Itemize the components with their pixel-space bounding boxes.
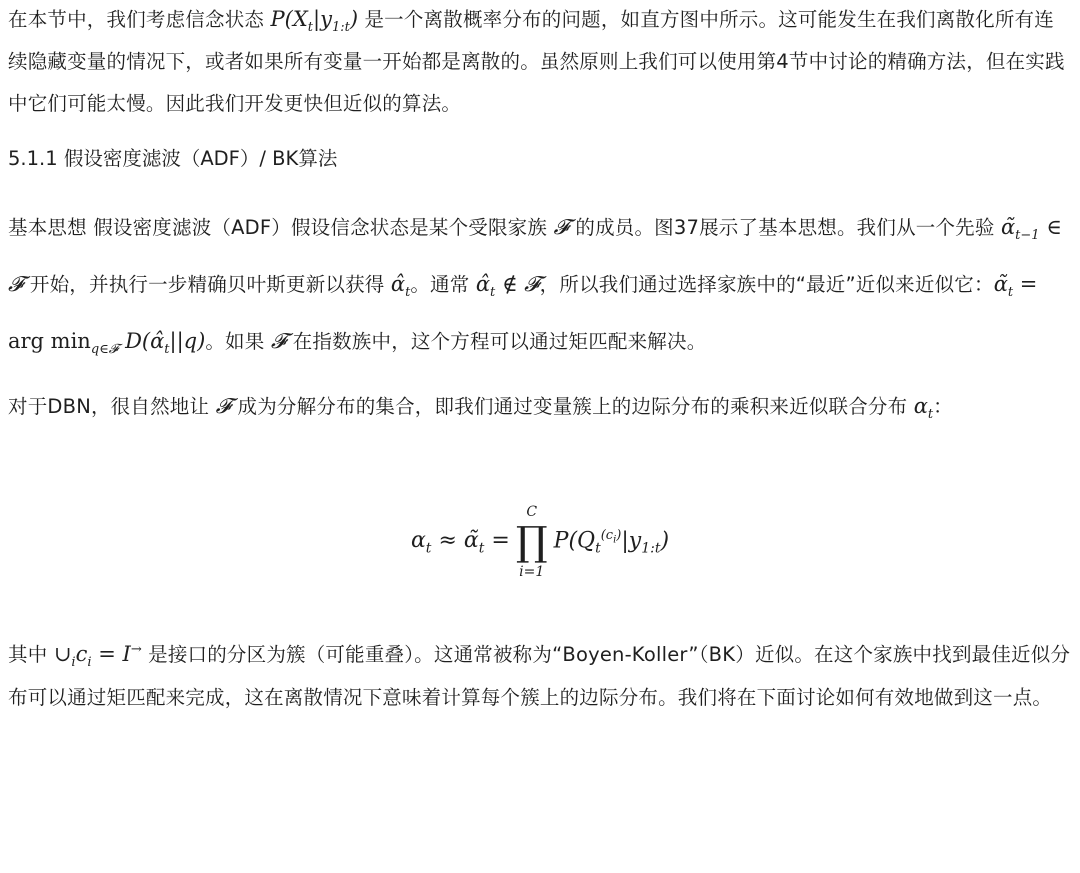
math-family-f-3: 𝓕	[215, 394, 232, 418]
dbn-text-1: 对于DBN，很自然地让	[8, 395, 216, 418]
math-family-f-2: 𝓕	[270, 329, 287, 353]
adf-text-2: 的成员。图37展示了基本思想。我们从一个先验	[568, 216, 1001, 239]
adf-text-5: ，所以我们通过选择家族中的“最近”近似来近似它：	[539, 273, 994, 296]
section-heading: 5.1.1 假设密度滤波（ADF）/ BK算法	[8, 147, 338, 170]
intro-text-b: 是一个离散概率分布的问题，如直方图中所示。这可能发生在我们离散化所有连续隐藏变量的情况下，或者如果所有变量一开始都是离散的。虽然原则上我们可以使用第4节中讨论的精确方法，但在实践中它们可能太慢。因此我们开发更快但近似的算法。	[8, 8, 1065, 115]
equation-bk-product: $\alpha_t$ ≈ $\alphã_t$ = C ∏ i=1 $P(Q_t^{(c_i)}|y_{1:t})$	[410, 504, 670, 580]
math-family-f: 𝓕	[553, 215, 569, 239]
dbn-text-2: 成为分解分布的集合，即我们通过变量簇上的边际分布的乘积来近似联合分布	[231, 395, 914, 418]
paragraph-intro	[8, 0, 1072, 125]
math-partition: $\cup_ic_i = I^\to$	[53, 642, 142, 671]
math-prior: $\alphã_{t-1}$ ∈ 𝓕	[8, 215, 1062, 296]
math-not-in-family: $\alphâ_t$ ∉ 𝓕	[475, 272, 540, 301]
intro-text-a: 在本节中，我们考虑信念状态	[8, 8, 271, 31]
adf-text-1: 基本思想 假设密度滤波（ADF）假设信念状态是某个受限家族	[8, 216, 554, 239]
display-equation	[8, 487, 1072, 597]
adf-text-4: 。通常	[410, 273, 476, 296]
adf-text-7: 在指数族中，这个方程可以通过矩匹配来解决。	[286, 330, 707, 353]
bk-text-1: 其中	[8, 643, 54, 666]
paragraph-adf	[8, 199, 1072, 370]
product-lower-limit: i=1	[519, 564, 545, 580]
document-body	[8, 0, 1072, 719]
adf-text-6: 。如果	[205, 330, 271, 353]
math-argmin: $\alphã_t$ = arg $\min_{q\in 𝓕}$ $D(\alphâ_t||q)$	[8, 272, 1038, 358]
bk-text-2: 是接口的分区为簇（可能重叠）。这通常被称为“Boyen-Koller”（BK）近似。在这个家族中找到最佳近似分布可以通过矩匹配来完成，这在离散情况下意味着计算每个簇上的边际分布。我们将在下面讨论如何有效地做到这一点。	[8, 643, 1071, 709]
paragraph-bk	[8, 633, 1072, 719]
paragraph-dbn	[8, 378, 1072, 435]
math-alpha-t: $\alpha_t$	[913, 394, 934, 423]
math-alpha-hat: $\alphâ_t$	[390, 272, 411, 301]
dbn-text-3: ：	[933, 395, 953, 418]
math-belief-state: $P(X_t|y_{1:t})$	[270, 7, 359, 36]
product-upper-limit: C	[526, 504, 538, 520]
adf-text-3: 开始，并执行一步精确贝叶斯更新以获得	[23, 273, 391, 296]
product-operator: C ∏ i=1	[515, 504, 548, 580]
